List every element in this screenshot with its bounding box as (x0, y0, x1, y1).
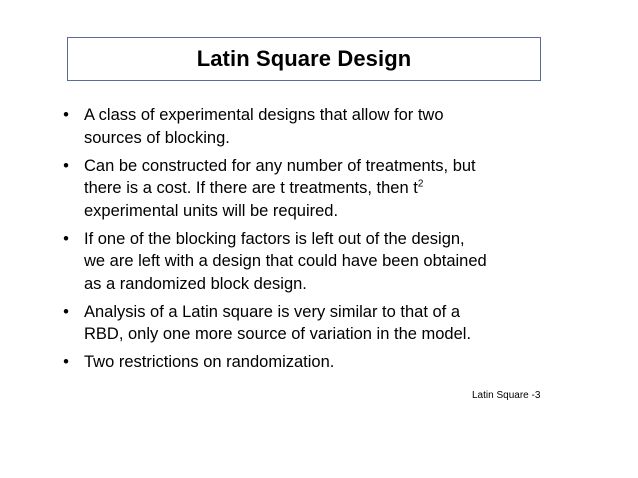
bullet-text (84, 301, 580, 346)
bullet-line (84, 177, 580, 200)
bullet-line: Analysis of a Latin square is very similar to that of a (84, 302, 461, 321)
bullet-marker: • (63, 106, 69, 124)
bullet-line: experimental units will be required. (84, 201, 339, 220)
bullet-line: as a randomized block design. (84, 274, 307, 293)
slide-footer: Latin Square -3 (472, 390, 541, 401)
bullet-line: we are left with a design that could have been obtained (84, 252, 487, 270)
bullet-item (60, 228, 580, 296)
bullet-item (60, 155, 580, 223)
bullet-line: Can be constructed for any number of treatments, but (84, 156, 476, 175)
bullet-item (60, 104, 580, 149)
bullet-marker: • (63, 302, 69, 321)
bullet-marker: • (63, 156, 69, 175)
bullet-item (60, 301, 580, 346)
title-box (67, 37, 541, 81)
bullet-line: RBD, only one more source of variation in the model. (84, 325, 472, 343)
bullet-line: sources of blocking. (84, 128, 230, 147)
bullet-marker: • (63, 229, 69, 248)
bullet-text (84, 228, 580, 296)
bullet-marker: • (63, 353, 69, 371)
bullet-line: Two restrictions on randomization. (84, 353, 335, 371)
bullet-line: A class of experimental designs that allow for two (84, 106, 444, 124)
bullet-item (60, 351, 580, 374)
slide-title: Latin Square Design (196, 46, 412, 71)
bullet-line-text: there is a cost. If there are t treatments, then t (84, 179, 418, 197)
superscript: 2 (417, 178, 424, 190)
bullet-text (84, 155, 580, 223)
bullet-line: If one of the blocking factors is left out of the design, (84, 229, 465, 248)
bullet-list (60, 104, 580, 379)
bullet-text (84, 351, 580, 374)
bullet-text (84, 104, 580, 149)
